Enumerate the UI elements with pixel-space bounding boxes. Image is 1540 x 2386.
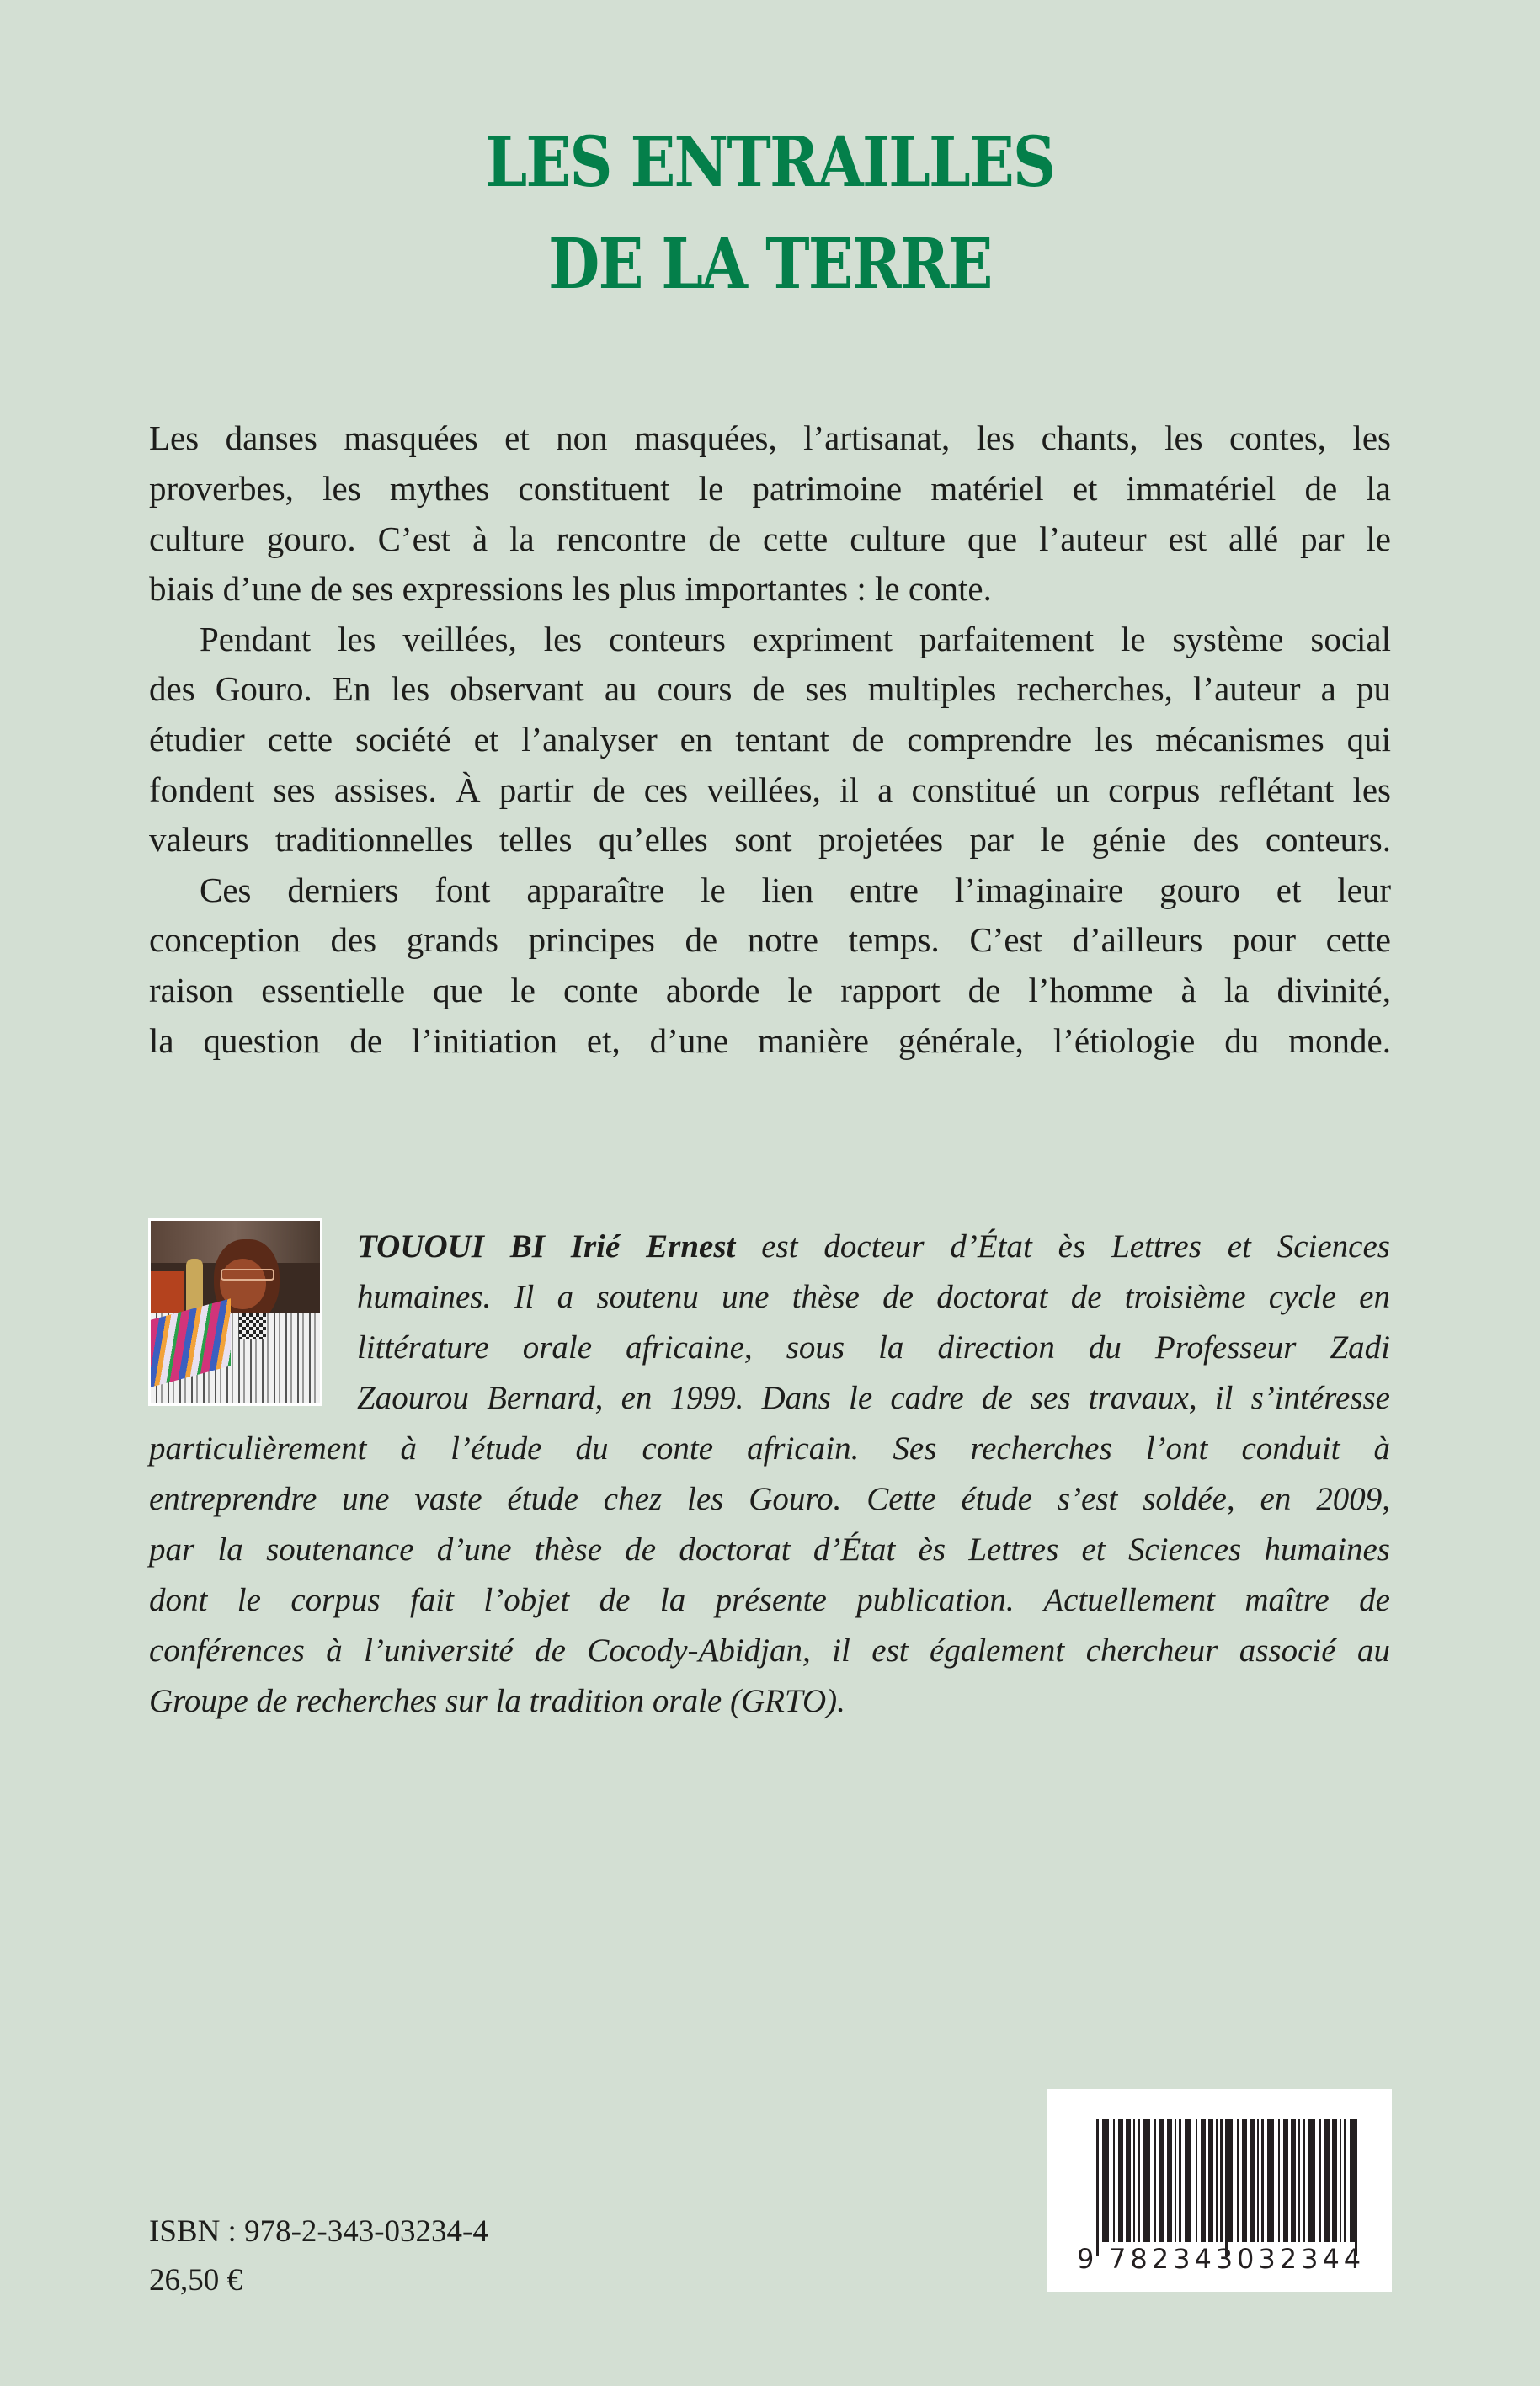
- blurb-line: culture gouro. C’est à la rencontre de cette culture que l’auteur est allé par le: [149, 519, 1391, 558]
- blurb-line: raison essentielle que le conte aborde le rapport de l’homme à la divinité,: [149, 971, 1391, 1009]
- bio-line: conférences à l’université de Cocody-Abidjan, il est également chercheur associé au: [149, 1632, 1390, 1669]
- book-title-line-2: DE LA TERRE: [548, 224, 992, 305]
- book-title-line-1: LES ENTRAILLES: [485, 122, 1055, 203]
- bio-line: entreprendre une vaste étude chez les Gouro. Cette étude s’est soldée, en 2009,: [149, 1481, 1390, 1517]
- blurb-line: fondent ses assises. À partir de ces veillées, il a constitué un corpus reflétant les: [149, 770, 1391, 809]
- author-name: TOUOUI BI Irié Ernest: [357, 1228, 736, 1265]
- barcode-left-digits: 782343: [1109, 2243, 1238, 2275]
- barcode-first-digit: 9: [1077, 2243, 1099, 2275]
- bio-line: Zaourou Bernard, en 1999. Dans le cadre de ses travaux, il s’intéresse: [357, 1380, 1390, 1416]
- blurb-line: des Gouro. En les observant au cours de ses multiples recherches, l’auteur a pu: [149, 669, 1391, 708]
- barcode: [1047, 2089, 1392, 2292]
- barcode-guard-center: [1225, 2119, 1228, 2256]
- blurb-line: Les danses masquées et non masquées, l’artisanat, les chants, les contes, les: [149, 418, 1391, 457]
- isbn-label: ISBN : 978-2-343-03234-4: [149, 2214, 488, 2249]
- blurb-line: étudier cette société et l’analyser en tentant de comprendre les mécanismes qui: [149, 720, 1391, 759]
- blurb-line: biais d’une de ses expressions les plus importantes : le conte.: [149, 569, 992, 608]
- blurb-line: proverbes, les mythes constituent le patrimoine matériel et immatériel de la: [149, 469, 1391, 508]
- bio-line: dont le corpus fait l’objet de la présente publication. Actuellement maître de: [149, 1582, 1390, 1618]
- blurb-line: conception des grands principes de notre temps. C’est d’ailleurs pour cette: [149, 920, 1391, 959]
- bio-line: par la soutenance d’une thèse de doctorat d’État ès Lettres et Sciences humaines: [149, 1531, 1390, 1568]
- photo-checkered-pattern: [239, 1313, 266, 1339]
- bio-line: littérature orale africaine, sous la direction du Professeur Zadi: [357, 1329, 1390, 1366]
- bio-line: TOUOUI BI Irié Ernest est docteur d’État ès Lettres et Sciences: [357, 1228, 1390, 1265]
- bio-line: particulièrement à l’étude du conte africain. Ses recherches l’ont conduit à: [149, 1430, 1390, 1467]
- photo-glasses: [221, 1269, 274, 1281]
- blurb-line: Ces derniers font apparaître le lien entre l’imaginaire gouro et leur: [200, 871, 1391, 909]
- blurb-line: valeurs traditionnelles telles qu’elles sont projetées par le génie des conteurs.: [149, 820, 1391, 859]
- blurb-line: la question de l’initiation et, d’une manière générale, l’étiologie du monde.: [149, 1021, 1391, 1060]
- price-label: 26,50 €: [149, 2263, 242, 2298]
- barcode-right-digits: 032344: [1237, 2243, 1366, 2275]
- blurb-line: Pendant les veillées, les conteurs expriment parfaitement le système social: [200, 620, 1391, 658]
- bio-line: humaines. Il a soutenu une thèse de doctorat de troisième cycle en: [357, 1279, 1390, 1315]
- barcode-guard-right: [1355, 2119, 1357, 2256]
- author-photo: [148, 1218, 322, 1406]
- bio-line: Groupe de recherches sur la tradition orale (GRTO).: [149, 1683, 845, 1719]
